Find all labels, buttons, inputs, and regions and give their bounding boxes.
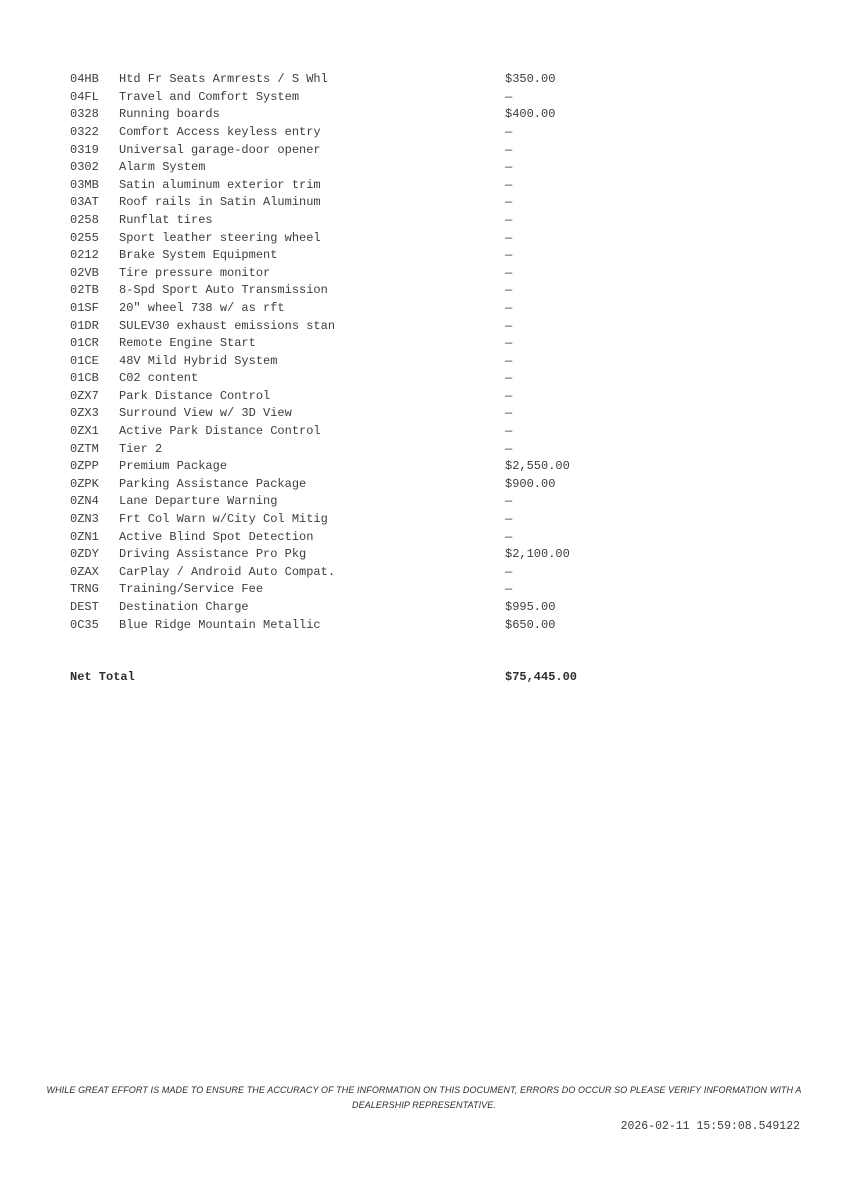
option-description: Running boards: [119, 107, 220, 122]
option-price: —: [505, 89, 513, 104]
table-row: [70, 388, 577, 406]
option-description: Training/Service Fee: [119, 582, 264, 597]
option-description: Runflat tires: [119, 212, 213, 227]
option-price: —: [505, 441, 513, 456]
option-price: —: [505, 406, 513, 421]
option-description: Parking Assistance Package: [119, 476, 307, 491]
disclaimer-line-1: WHILE GREAT EFFORT IS MADE TO ENSURE THE ACCURACY OF THE INFORMATION ON THIS DOCUMENT, ERRORS DO OCCUR SO PLEASE VERIFY INFORMATION WITH A: [46, 1085, 802, 1095]
option-description: Frt Col Warn w/City Col Mitig: [119, 512, 328, 527]
option-code: 03MB: [70, 177, 99, 192]
net-total-price: $75,445.00: [505, 670, 578, 685]
table-row: [70, 194, 577, 212]
option-code: 0322: [70, 124, 99, 139]
option-description: C02 content: [119, 371, 199, 386]
table-row: [70, 441, 577, 459]
table-row: [70, 511, 577, 529]
option-description: SULEV30 exhaust emissions stan: [119, 318, 336, 333]
option-code: 0ZPP: [70, 459, 99, 474]
option-description: Comfort Access keyless entry: [119, 124, 321, 139]
table-row: [70, 581, 577, 599]
option-code: 01DR: [70, 318, 99, 333]
option-code: 01SF: [70, 300, 99, 315]
table-row: [70, 423, 577, 441]
option-code: 02TB: [70, 283, 99, 298]
option-code: 0319: [70, 142, 99, 157]
option-price: —: [505, 564, 513, 579]
table-row: [70, 142, 577, 160]
table-row: [70, 476, 577, 494]
option-description: Universal garage-door opener: [119, 142, 321, 157]
option-price: —: [505, 124, 513, 139]
table-row: [70, 230, 577, 248]
generated-timestamp: 2026-02-11 15:59:08.549122: [620, 1120, 800, 1133]
option-description: Blue Ridge Mountain Metallic: [119, 617, 321, 632]
option-code: DEST: [70, 600, 99, 614]
option-price: —: [505, 160, 513, 175]
option-code: 0ZDY: [70, 547, 99, 562]
option-description: Htd Fr Seats Armrests / S Whl: [119, 72, 328, 87]
option-code: 0258: [70, 212, 99, 227]
option-description: Destination Charge: [119, 600, 249, 614]
table-row: [70, 282, 577, 300]
options-table: [70, 36, 577, 722]
option-price: —: [505, 424, 513, 439]
option-price: —: [505, 265, 513, 280]
option-price: $350.00: [505, 72, 556, 87]
option-description: Alarm System: [119, 160, 206, 175]
option-price: —: [505, 300, 513, 315]
option-price: $900.00: [505, 476, 556, 491]
table-row: [70, 370, 577, 388]
table-row: [70, 89, 577, 107]
option-price: —: [505, 371, 513, 386]
option-description: Tier 2: [119, 441, 163, 456]
option-code: 01CR: [70, 336, 99, 351]
option-code: 0328: [70, 107, 99, 122]
table-row: [70, 265, 577, 283]
option-code: 03AT: [70, 195, 99, 210]
option-price: —: [505, 494, 513, 509]
option-price: —: [505, 230, 513, 245]
option-price: —: [505, 388, 513, 403]
option-description: Roof rails in Satin Aluminum: [119, 195, 321, 210]
option-code: 0ZAX: [70, 564, 99, 579]
table-row: [70, 159, 577, 177]
option-description: Surround View w/ 3D View: [119, 406, 292, 421]
option-price: —: [505, 582, 513, 597]
option-code: 0ZPK: [70, 476, 99, 491]
table-row: [70, 564, 577, 582]
net-total-label: Net Total: [70, 670, 135, 685]
option-price: —: [505, 195, 513, 210]
option-price: $2,550.00: [505, 459, 570, 474]
option-description: Premium Package: [119, 459, 228, 474]
table-row: [70, 546, 577, 564]
option-code: 02VB: [70, 265, 99, 280]
option-code: 0C35: [70, 617, 99, 632]
disclaimer-line-2: DEALERSHIP REPRESENTATIVE.: [352, 1099, 496, 1110]
option-description: Brake System Equipment: [119, 248, 278, 263]
table-row: [70, 335, 577, 353]
option-price: —: [505, 283, 513, 298]
table-row: [70, 405, 577, 423]
option-code: 0255: [70, 230, 99, 245]
option-code: 0ZN4: [70, 494, 99, 509]
option-code: 0ZX3: [70, 406, 99, 421]
option-code: 0ZN3: [70, 512, 99, 527]
option-description: 20" wheel 738 w/ as rft: [119, 300, 285, 315]
option-price: $650.00: [505, 617, 556, 632]
table-row: [70, 493, 577, 511]
disclaimer-text: [34, 1083, 814, 1112]
option-code: TRNG: [70, 582, 99, 597]
table-row: [70, 247, 577, 265]
table-row: [70, 212, 577, 230]
option-code: 0ZX1: [70, 424, 99, 439]
option-code: 04HB: [70, 72, 99, 87]
option-code: 0212: [70, 248, 99, 263]
option-code: 0ZTM: [70, 441, 99, 456]
table-row: [70, 177, 577, 195]
option-price: $400.00: [505, 107, 556, 122]
option-code: 0ZN1: [70, 529, 99, 544]
option-description: Active Park Distance Control: [119, 424, 321, 439]
table-row: [70, 124, 577, 142]
option-price: —: [505, 529, 513, 544]
option-description: Satin aluminum exterior trim: [119, 177, 321, 192]
option-price: —: [505, 512, 513, 527]
option-price: —: [505, 353, 513, 368]
option-price: —: [505, 212, 513, 227]
table-row: [70, 599, 577, 617]
option-code: 0ZX7: [70, 388, 99, 403]
option-code: 0302: [70, 160, 99, 175]
option-price: —: [505, 248, 513, 263]
net-total-row: [70, 669, 577, 687]
option-description: 48V Mild Hybrid System: [119, 353, 278, 368]
table-row: [70, 318, 577, 336]
option-description: Sport leather steering wheel: [119, 230, 321, 245]
option-code: 01CE: [70, 353, 99, 368]
option-description: Travel and Comfort System: [119, 89, 300, 104]
option-description: Lane Departure Warning: [119, 494, 278, 509]
option-description: Driving Assistance Pro Pkg: [119, 547, 307, 562]
table-row: [70, 529, 577, 547]
option-price: $2,100.00: [505, 547, 570, 562]
option-description: 8-Spd Sport Auto Transmission: [119, 283, 328, 298]
option-price: —: [505, 142, 513, 157]
option-description: CarPlay / Android Auto Compat.: [119, 564, 336, 579]
table-row: [70, 353, 577, 371]
table-row: [70, 458, 577, 476]
options-rows: [70, 71, 577, 634]
option-description: Active Blind Spot Detection: [119, 529, 314, 544]
option-price: —: [505, 318, 513, 333]
table-row: [70, 106, 577, 124]
table-row: [70, 617, 577, 635]
option-description: Tire pressure monitor: [119, 265, 271, 280]
table-row: [70, 71, 577, 89]
option-description: Remote Engine Start: [119, 336, 256, 351]
option-price: $995.00: [505, 600, 556, 614]
option-price: —: [505, 177, 513, 192]
option-price: —: [505, 336, 513, 351]
option-code: 04FL: [70, 89, 99, 104]
option-description: Park Distance Control: [119, 388, 271, 403]
table-row: [70, 300, 577, 318]
option-code: 01CB: [70, 371, 99, 386]
